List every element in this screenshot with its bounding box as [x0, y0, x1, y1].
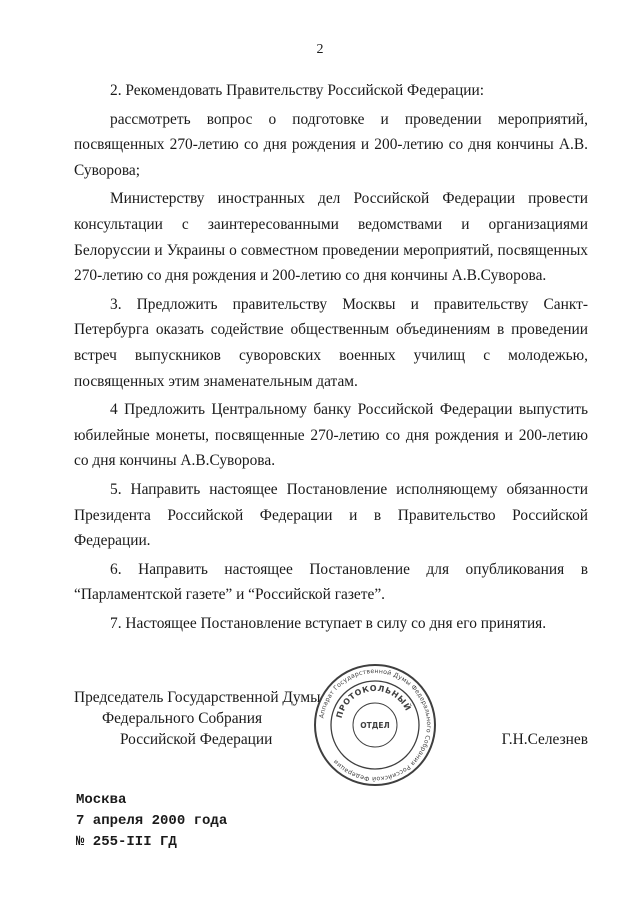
document-body	[74, 78, 588, 639]
paragraph-6: 6. Направить настоящее Постановление для опубликования в “Парламентской газете” и “Российской газете”.	[74, 560, 588, 604]
signatory-name: Г.Н.Селезнев	[501, 731, 588, 748]
document-footer	[76, 790, 227, 853]
seal-outer-text: Аппарат Государственной Думы Федерального Собрания Российской Федерации	[318, 667, 433, 783]
paragraph-7: 7. Настоящее Постановление вступает в силу со дня его принятия.	[110, 614, 547, 632]
paragraph-5: 5. Направить настоящее Постановление исполняющему обязанности Президента Российской Федерации и в Правительство Российской Федерации.	[74, 480, 588, 550]
paragraph-2b: Министерству иностранных дел Российской Федерации провести консультации с заинтересованными ведомствами и организациями Белоруссии и Украины о совместном проведении мероприятий, посвященных 270-летию со дня рождения и 200-летию со дня кончины А.В.Суворова.	[74, 190, 588, 285]
signature-title-line-2: Федерального Собрания	[102, 710, 263, 727]
footer-city: Москва	[76, 792, 127, 808]
seal-center-text: ОТДЕЛ	[360, 721, 390, 730]
signature-title-line-1: Председатель Государственной Думы	[74, 689, 321, 706]
signature-title-line-3: Российской Федерации	[120, 731, 273, 748]
page-number: 2	[316, 42, 324, 57]
seal-middle-text: ПРОТОКОЛЬНЫЙ	[334, 683, 413, 720]
footer-document-number: № 255-III ГД	[76, 834, 177, 850]
paragraph-2a: рассмотреть вопрос о подготовке и проведении мероприятий, посвященных 270-летию со дня рождения и 200-летию со дня кончины А.В. Суворова;	[74, 110, 588, 179]
official-seal-stamp	[312, 662, 438, 788]
paragraph-4: 4 Предложить Центральному банку Российской Федерации выпустить юбилейные монеты, посвященные 270-летию со дня рождения и 200-летию со дня кончины А.В.Суворова.	[74, 401, 588, 470]
paragraph-3: 3. Предложить правительству Москвы и правительству Санкт-Петербурга оказать содействие общественным объединениям в проведении встреч выпускников суворовских военных училищ с молодежью, посвященных этим знаменательным датам.	[74, 295, 588, 390]
footer-date: 7 апреля 2000 года	[76, 813, 228, 829]
paragraph-2: 2. Рекомендовать Правительству Российской Федерации:	[110, 82, 484, 99]
